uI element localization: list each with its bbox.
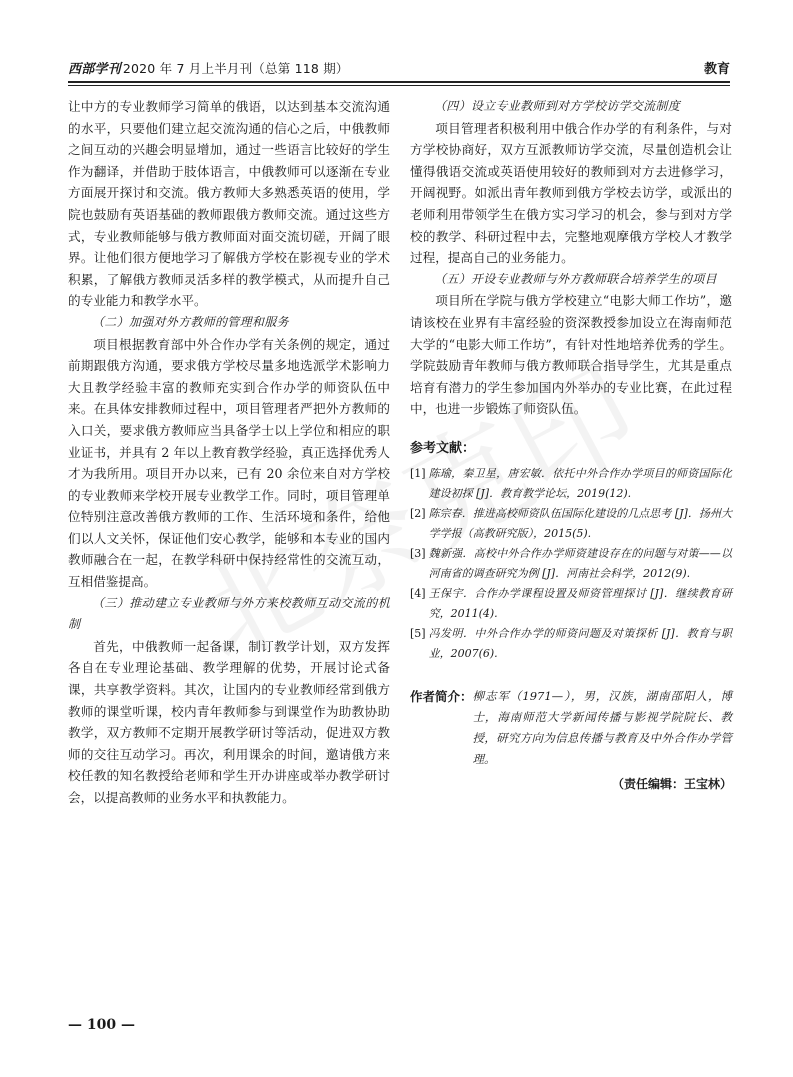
- section-heading: （二）加强对外方教师的管理和服务: [92, 314, 289, 329]
- reference-text: 王保宇．合作办学课程设置及师资管理探讨 [J]．继续教育研究，2011(4).: [428, 586, 732, 620]
- reference-text: 陈宗春．推进高校师资队伍国际化建设的几点思考 [J]．扬州大学学报（高教研究版），2015(5).: [428, 506, 732, 540]
- right-column: [410, 96, 732, 795]
- journal-info: [68, 58, 349, 77]
- journal-issue: 2020 年 7 月上半月刊（总第 118 期）: [122, 61, 349, 76]
- reference-number: [5]: [410, 626, 426, 640]
- responsible-editor: （责任编辑：王宝林）: [611, 776, 732, 791]
- body-paragraph: 项目根据教育部中外合作办学有关条例的规定，通过前期跟俄方沟通，要求俄方学校尽量多地选派学术影响力大且教学经验丰富的教师充实到合作办学的师资队伍中来。在具体安排教师过程中，项目管理者严把外方教师的入口关，要求俄方教师应当具备学士以上学位和相应的职业证书，并具有 2 年以上教育教学经验，真正选择优秀人才为我所用。项目开办以来，已有 20 余位来自对方学校的专业教师来学校开展专业教学工作。同时，项目管理单位特别注意改善俄方教师的工作、生活环境和条件，给他们以人文关怀，保证他们安心教学，能够和本专业的国内教师融合在一起，在教学科研中保持经常性的交流互动，互相借鉴提高。: [68, 336, 390, 590]
- reference-text: 魏新强．高校中外合作办学师资建设存在的问题与对策——以河南省的调查研究为例 [J]．河南社会科学，2012(9).: [428, 546, 732, 580]
- references-title: 参考文献：: [410, 440, 476, 456]
- journal-logo: 西部学刊: [68, 62, 121, 77]
- reference-number: [3]: [410, 546, 426, 560]
- section-heading: （三）推动建立专业教师与外方来校教师互动交流的机制: [68, 595, 390, 632]
- page-header: [68, 56, 730, 80]
- reference-number: [1]: [410, 466, 426, 480]
- reference-list: [410, 464, 732, 664]
- reference-item: [410, 624, 732, 664]
- section-heading: （四）设立专业教师到对方学校访学交流制度: [434, 99, 681, 113]
- reference-text: 冯发明．中外合作办学的师资问题及对策探析 [J]．教育与职业，2007(6).: [428, 626, 732, 660]
- author-text: 柳志军（1971—），男，汉族，湖南邵阳人，博士，海南师范大学新闻传播与影视学院院长、教授，研究方向为信息传播与教育及中外合作办学管理。: [472, 688, 732, 766]
- reference-text: 陈瑜，秦卫星，唐宏敏．依托中外合作办学项目的师资国际化建设初探 [J]．教育教学论坛，2019(12).: [428, 466, 732, 500]
- reference-number: [2]: [410, 506, 426, 520]
- body-paragraph: 首先，中俄教师一起备课，制订教学计划，双方发挥各自在专业理论基础、教学理解的优势，开展讨论式备课，共享教学资料。其次，让国内的专业教师经常到俄方教师的课堂听课，校内青年教师参与到课堂作为助教协助教学，双方教师不定期开展教学研讨等活动，促进双方教师的交往互动学习。再次，利用课余的时间，邀请俄方来校任教的知名教授给老师和学生开办讲座或举办教学研讨会，以提高教师的业务水平和执教能力。: [68, 638, 390, 805]
- reference-number: [4]: [410, 586, 426, 600]
- left-column: [68, 96, 390, 809]
- page-number: — 100 —: [68, 1017, 135, 1033]
- reference-item: [410, 544, 732, 584]
- body-paragraph: 项目管理者积极利用中俄合作办学的有利条件，与对方学校协商好，双方互派教师访学交流，尽量创造机会让懂得俄语交流或英语使用较好的教师到对方去进修学习，开阔视野。如派出青年教师到俄方学校去访学，或派出的老师利用带领学生在俄方实习学习的机会，参与到对方学校的教学、科研过程中去，完整地观摩俄方学校人才教学过程，提高自己的业务能力。: [410, 120, 732, 266]
- section-heading: （五）开设专业教师与外方教师联合培养学生的项目: [434, 271, 717, 286]
- reference-item: [410, 464, 732, 504]
- body-paragraph: 项目所在学院与俄方学校建立“电影大师工作坊”，邀请该校在业界有丰富经验的资深教授参加设立在海南师范大学的“电影大师工作坊”，有针对性地培养优秀的学生。学院鼓励青年教师与俄方教师联合指导学生，尤其是重点培育有潜力的学生参加国内外举办的专业比赛，在此过程中，也进一步锻炼了师资队伍。: [410, 293, 732, 417]
- header-rule-thick: [68, 81, 730, 83]
- section-tag: 教育: [703, 62, 730, 77]
- reference-item: [410, 504, 732, 544]
- author-bio: [410, 686, 732, 770]
- body-paragraph: 让中方的专业教师学习简单的俄语，以达到基本交流沟通的水平，只要他们建立起交流沟通的信心之后，中俄教师之间互动的兴趣会明显增加，通过一些语言比较好的学生作为翻译，并借助于肢体语言，中俄教师可以逐渐在专业方面展开探讨和交流。俄方教师大多熟悉英语的使用，学院也鼓励有英语基础的教师跟俄方教师交流。通过这些方式，专业教师能够与俄方教师面对面交流切磋，开阔了眼界。让他们很方便地学习了解俄方学校在影视专业的学术积累，了解俄方教师灵活多样的教学模式，从而提升自己的专业能力和教学水平。: [68, 99, 390, 309]
- reference-item: [410, 584, 732, 624]
- author-label: 作者简介：: [410, 688, 473, 704]
- header-rule-thin: [68, 85, 730, 86]
